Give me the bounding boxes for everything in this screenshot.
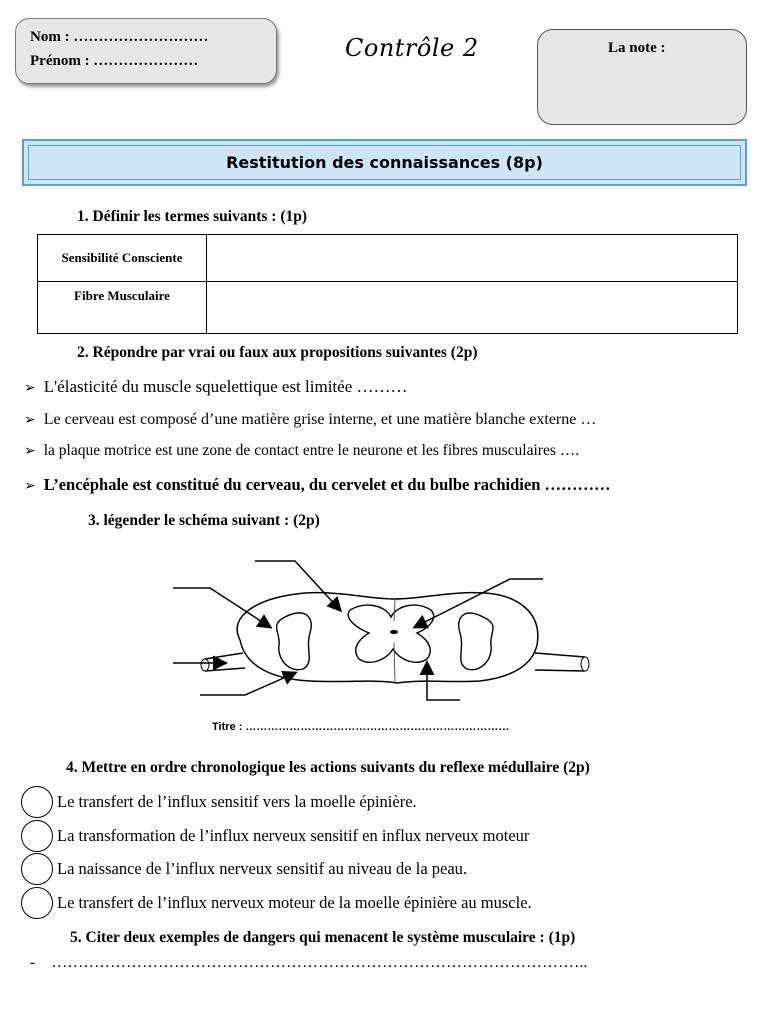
- question-5-label: 5. Citer deux exemples de dangers qui menacent le système musculaire : (1p): [70, 929, 576, 946]
- list-item: [24, 411, 596, 429]
- order-circle[interactable]: [21, 853, 53, 885]
- nom-field[interactable]: Nom : ………………………: [30, 29, 209, 45]
- definition-answer-cell[interactable]: [207, 282, 738, 334]
- list-item: [24, 377, 407, 397]
- arrow-bullet-icon: ➢: [24, 443, 36, 459]
- diagram-title-field[interactable]: Titre : ………………………………………………………………: [212, 721, 510, 733]
- definition-table: [37, 234, 738, 334]
- question-2-label: 2. Répondre par vrai ou faux aux propositions suivantes (2p): [77, 344, 478, 361]
- order-circle[interactable]: [21, 786, 53, 818]
- right-nerve-root: [535, 653, 585, 671]
- right-grey-matter: [459, 613, 493, 670]
- order-circle[interactable]: [21, 887, 53, 919]
- dash-bullet: -: [30, 954, 36, 971]
- question-1-label: 1. Définir les termes suivants : (1p): [77, 208, 308, 225]
- proposition-text: L’encéphale est constitué du cerveau, du cervelet et du bulbe rachidien …………: [43, 475, 611, 494]
- proposition-text: Le cerveau est composé d’une matière grise interne, et une matière blanche externe …: [43, 411, 597, 428]
- list-item: [24, 475, 611, 495]
- table-row: [38, 235, 738, 282]
- section-title: Restitution des connaissances (8p): [28, 145, 741, 180]
- answer-line[interactable]: [30, 954, 587, 972]
- proposition-text: la plaque motrice est une zone de contact entre le neurone et les fibres musculaires ….: [43, 442, 580, 459]
- answer-dots: ………………………………………………………………………………………..: [51, 954, 588, 971]
- arrow-bullet-icon: ➢: [24, 412, 36, 428]
- arrow-bullet-icon: ➢: [24, 380, 36, 396]
- list-item: Le transfert de l’influx sensitif vers la moelle épinière.: [57, 792, 417, 811]
- left-nerve-end: [201, 659, 209, 671]
- arrow-bullet-icon: ➢: [24, 478, 36, 494]
- section-banner: [22, 139, 747, 186]
- list-item: La naissance de l’influx nerveux sensitif au niveau de la peau.: [57, 859, 468, 878]
- proposition-text: L'élasticité du muscle squelettique est limitée ………: [43, 377, 408, 396]
- list-item: [24, 442, 579, 460]
- right-nerve-end: [581, 657, 589, 671]
- prenom-field[interactable]: Prénom : …………………: [30, 53, 199, 69]
- question-4-label: 4. Mettre en ordre chronologique les actions suivants du reflexe médullaire (2p): [66, 759, 590, 776]
- central-canal: [390, 630, 398, 634]
- order-circle[interactable]: [21, 820, 53, 852]
- spinal-cord-diagram: [165, 555, 605, 715]
- note-box: [537, 29, 747, 125]
- question-3-label: 3. légender le schéma suivant : (2p): [88, 512, 320, 529]
- page-title: Contrôle 2: [345, 34, 479, 62]
- student-info-box: [15, 18, 277, 84]
- term-cell: Sensibilité Consciente: [38, 235, 207, 282]
- list-item: Le transfert de l’influx nerveux moteur de la moelle épinière au muscle.: [57, 893, 532, 912]
- left-nerve-root: [205, 653, 245, 671]
- list-item: La transformation de l’influx nerveux sensitif en influx nerveux moteur: [57, 826, 530, 845]
- table-row: [38, 282, 738, 334]
- note-label: La note :: [608, 40, 666, 56]
- definition-answer-cell[interactable]: [207, 235, 738, 282]
- term-cell: Fibre Musculaire: [38, 282, 207, 334]
